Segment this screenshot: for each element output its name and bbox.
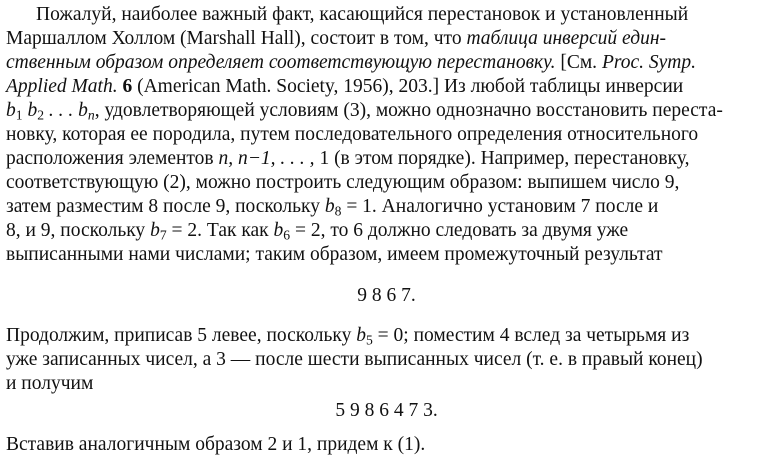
text: = 0; поместим 4 вслед за четырьмя из xyxy=(372,325,690,346)
display-text: 5 9 8 6 4 7 3. xyxy=(335,400,438,421)
text-line-7 xyxy=(6,147,690,171)
text: соответствующую (2), можно построить следующим образом: выпишем число 9, xyxy=(6,172,680,193)
math-var: b xyxy=(6,100,16,121)
text: новку, которая ее породила, путем последовательного определения относительного xyxy=(6,124,699,145)
text-line-5 xyxy=(6,99,723,123)
italic-text: Proc. Symp. xyxy=(601,52,696,73)
text: затем разместим 8 после 9, поскольку xyxy=(6,196,325,217)
text: = 2. Так как xyxy=(166,220,274,241)
text: Вставив аналогичным образом 2 и 1, придем к (1). xyxy=(6,434,426,455)
display-formula-1 xyxy=(0,284,773,308)
text: , удовлетворяющей условиям (3), можно однозначно восстановить переста- xyxy=(94,100,723,121)
math-sub: 1 xyxy=(15,107,23,123)
text: (American Math. Society, 1956), 203.] Из любой таблицы инверсии xyxy=(132,76,684,97)
italic-text: таблица инверсий един- xyxy=(466,28,666,49)
text: Продолжим, приписав 5 левее, поскольку xyxy=(6,325,357,346)
text-line-15 xyxy=(6,433,425,457)
math-var: b xyxy=(356,325,366,346)
text: 8, и 9, поскольку xyxy=(6,220,151,241)
math-var: b xyxy=(150,220,160,241)
math-var: b xyxy=(273,220,284,241)
text: Маршаллом Холлом (Marshall Hall), состоит в том, что xyxy=(6,28,467,49)
text-line-4 xyxy=(6,75,683,99)
text: уже записанных чисел, а 3 — после шести выписанных чисел (т. е. в правый конец) xyxy=(6,349,703,370)
volume-number: 6 xyxy=(122,76,133,97)
text: = 1. Аналогично установим 7 после и xyxy=(341,196,659,217)
math-sub: 2 xyxy=(37,107,45,123)
text-line-12 xyxy=(6,324,689,348)
math-var: b xyxy=(324,196,335,217)
text-line-1 xyxy=(36,3,688,27)
math-sub: n xyxy=(87,107,95,123)
text-line-14 xyxy=(6,372,93,396)
italic-text: Applied Math. xyxy=(6,76,118,97)
text: и получим xyxy=(6,373,94,394)
text: 1 (в этом порядке). Например, перестановку, xyxy=(314,148,690,169)
text-line-2 xyxy=(6,27,666,51)
text-line-13 xyxy=(6,348,703,372)
text-line-6 xyxy=(6,123,698,147)
math-sub: 7 xyxy=(159,227,167,243)
text-line-3 xyxy=(6,51,696,75)
text: = 2, то 6 должно следовать за двумя уже xyxy=(290,220,629,241)
text: выписанными нами числами; таким образом, имеем промежуточный результат xyxy=(6,244,663,265)
text-line-9 xyxy=(6,195,658,219)
text: [См. xyxy=(555,52,602,73)
text-line-11 xyxy=(6,243,663,267)
text: Пожалуй, наиболее важный факт, касающийся перестановок и установленный xyxy=(36,4,689,25)
math-var: . . . b xyxy=(44,100,88,121)
display-formula-2 xyxy=(0,399,773,423)
math-sub: 8 xyxy=(334,203,342,219)
text-line-8 xyxy=(6,171,679,195)
text-line-10 xyxy=(6,219,628,243)
display-text: 9 8 6 7. xyxy=(357,285,416,306)
math-expr: n, n−1, . . . , xyxy=(218,148,315,169)
math-var: b xyxy=(22,100,38,121)
math-sub: 6 xyxy=(283,227,291,243)
math-sub: 5 xyxy=(365,332,373,348)
text: расположения элементов xyxy=(6,148,219,169)
italic-text: ственным образом определяет соответствующую перестановку. xyxy=(6,52,556,73)
